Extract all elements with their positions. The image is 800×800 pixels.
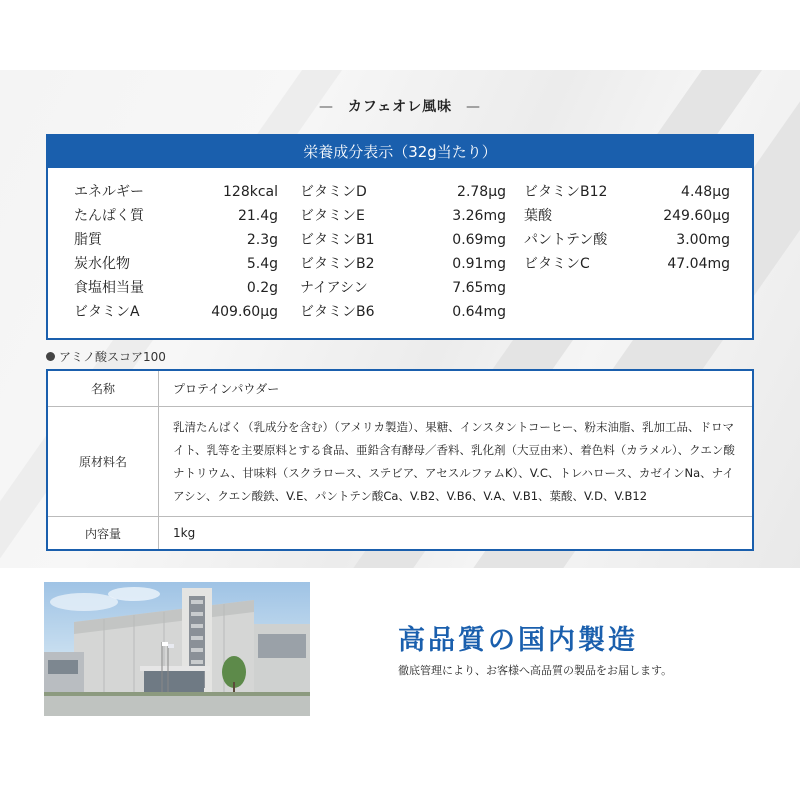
nutrient-name: たんぱく質 (74, 208, 144, 224)
nutrition-row (300, 276, 506, 300)
flavor-heading: — カフェオレ風味 — (318, 99, 482, 115)
nutrition-row (300, 204, 506, 228)
nutrient-value: 21.4g (237, 208, 278, 224)
nutrient-name: ビタミンD (300, 184, 367, 200)
ingredients-text: 乳清たんぱく（乳成分を含む）（アメリカ製造）、果糖、インスタントコーヒー、粉末油脂、乳加工品、ドロマイト、乳等を主要原料とする食品、亜鉛含有酵母／香料、乳化剤（大豆由来）、着色料（カラメル）、クエン酸ナトリウム、甘味料（スクラロース、ステビア、アセスルファムK）、V.C、トレハロース、カゼインNa、ナイアシン、クエン酸鉄、V.E、パントテン酸Ca、V.B2、V.B6、V.A、V.B1、葉酸、V.D、V.B12 (173, 420, 735, 503)
bullet-icon (46, 352, 55, 361)
nutrient-name: ナイアシン (300, 280, 368, 296)
nutrition-facts-box (46, 134, 754, 340)
nutrition-row (74, 204, 278, 228)
nutrient-value: 4.48μg (681, 184, 730, 200)
nutrient-name: パントテン酸 (524, 232, 608, 248)
nutrient-value: 7.65mg (452, 280, 506, 296)
nutrient-name: ビタミンE (300, 208, 365, 224)
row-value: 1kg (173, 526, 196, 540)
flavor-title: カフェオレ風味 (347, 99, 453, 115)
row-label: 原材料名 (48, 407, 159, 516)
amino-score-text: アミノ酸スコア100 (59, 350, 166, 364)
nutrition-row (74, 180, 278, 204)
nutrient-value: 128kcal (223, 184, 278, 200)
nutrition-row (300, 252, 506, 276)
nutrient-value: 0.91mg (452, 256, 506, 272)
nutrient-value: 3.26mg (452, 208, 506, 224)
nutrition-row (300, 300, 506, 324)
nutrition-row (74, 300, 278, 324)
nutrient-value: 0.69mg (452, 232, 506, 248)
nutrition-row (524, 228, 730, 252)
nutrition-row (524, 204, 730, 228)
table-row (48, 407, 752, 517)
nutrition-row (74, 276, 278, 300)
nutrition-row (74, 252, 278, 276)
nutrient-name: ビタミンC (524, 256, 590, 272)
amino-score-label (46, 348, 166, 365)
nutrition-row (524, 180, 730, 204)
table-row (48, 517, 752, 549)
nutrient-name: 葉酸 (524, 208, 552, 224)
nutrient-value: 409.60μg (211, 304, 278, 320)
nutrient-value: 0.64mg (452, 304, 506, 320)
row-label: 名称 (48, 371, 159, 406)
nutrition-row (524, 252, 730, 276)
nutrient-name: 脂質 (74, 232, 102, 248)
nutrient-name: ビタミンB12 (524, 184, 608, 200)
nutrient-name: エネルギー (74, 184, 144, 200)
quality-subtitle: 徹底管理により、お客様へ高品質の製品をお届します。 (398, 664, 673, 677)
nutrition-column-3 (524, 180, 730, 276)
nutrition-row (300, 228, 506, 252)
nutrition-column-2 (300, 180, 506, 324)
nutrient-name: ビタミンA (74, 304, 140, 320)
factory-building-image (44, 582, 310, 716)
nutrient-value: 0.2g (246, 280, 278, 296)
row-value: プロテインパウダー (173, 382, 280, 396)
row-label: 内容量 (48, 517, 159, 549)
nutrition-row (300, 180, 506, 204)
nutrient-value: 47.04mg (667, 256, 730, 272)
nutrient-value: 3.00mg (676, 232, 730, 248)
nutrient-value: 2.78μg (457, 184, 506, 200)
quality-title: 高品質の国内製造 (398, 625, 638, 656)
nutrient-value: 249.60μg (663, 208, 730, 224)
nutrient-name: ビタミンB1 (300, 232, 375, 248)
product-info-table (46, 369, 754, 551)
nutrient-value: 2.3g (246, 232, 278, 248)
nutrition-row (74, 228, 278, 252)
nutrient-name: 炭水化物 (74, 256, 130, 272)
table-row (48, 371, 752, 407)
nutrition-header: 栄養成分表示（32g当たり） (48, 136, 752, 168)
nutrition-column-1 (74, 180, 278, 324)
nutrient-name: ビタミンB6 (300, 304, 375, 320)
nutrient-value: 5.4g (246, 256, 278, 272)
nutrient-name: ビタミンB2 (300, 256, 375, 272)
nutrient-name: 食塩相当量 (74, 280, 144, 296)
